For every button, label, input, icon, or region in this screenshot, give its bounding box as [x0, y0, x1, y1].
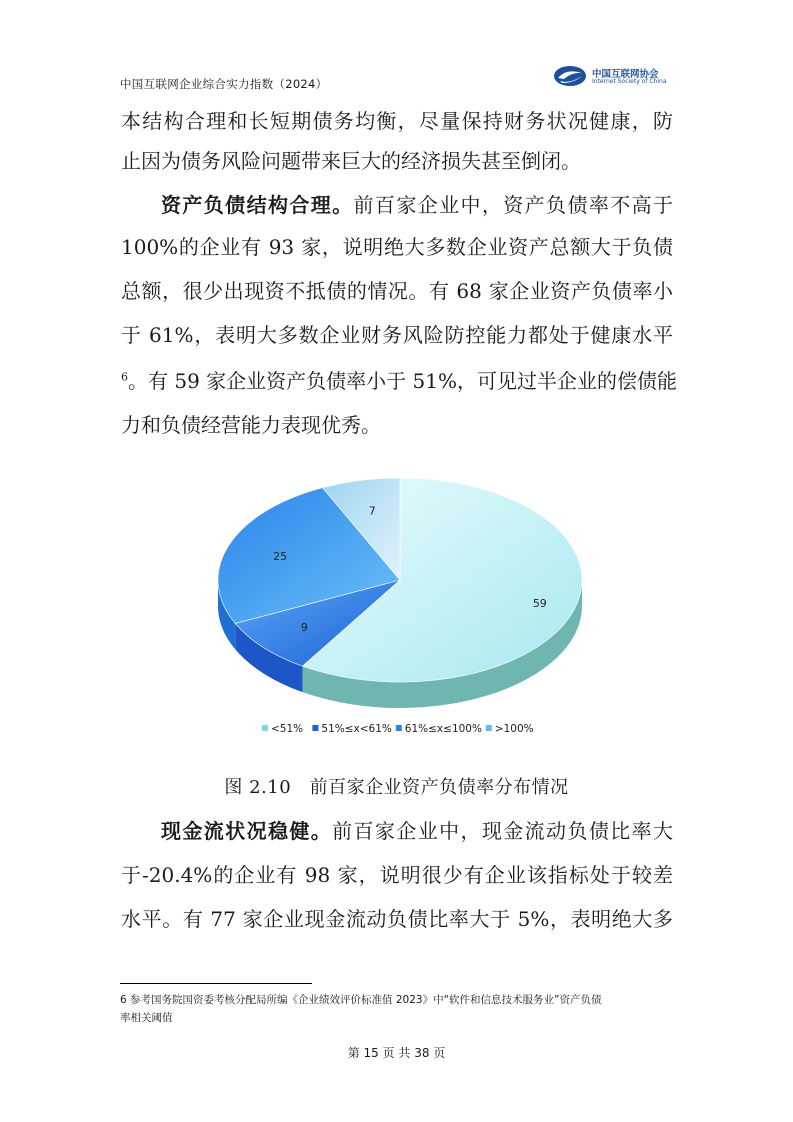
- footnote-line: 率相关阈值: [120, 1012, 173, 1024]
- pie-chart-svg: [200, 470, 600, 750]
- page-number: 第 15 页 共 38 页: [347, 1046, 446, 1060]
- paragraph-heading: 资产负债结构合理。: [161, 193, 354, 217]
- body-line: [161, 190, 673, 220]
- body-text: 前百家企业中，现金流动负债比率大: [332, 819, 674, 843]
- pie-data-label: 7: [368, 504, 376, 518]
- logo-text-cn: 中国互联网协会: [592, 69, 659, 80]
- body-line: 水平。有 77 家企业现金流动负债比率大于 5%，表明绝大多: [121, 907, 673, 931]
- isc-logo: [552, 64, 672, 88]
- body-line: 力和负债经营能力表现优秀。: [121, 413, 381, 437]
- figure-caption: 图 2.10 前百家企业资产负债率分布情况: [224, 777, 569, 798]
- body-line: [121, 366, 677, 396]
- logo-text-en: Internet Society of China: [592, 78, 667, 85]
- isc-logo-icon: [552, 64, 588, 88]
- legend-label: >100%: [494, 723, 534, 735]
- legend-label: 51%≤x<61%: [321, 723, 392, 735]
- body-line: 100%的企业有 93 家，说明绝大多数企业资产总额大于负债: [121, 235, 673, 259]
- legend-item: [396, 723, 482, 735]
- debt-ratio-pie-chart: [200, 470, 600, 750]
- legend-swatch: [312, 725, 318, 731]
- paragraph-heading: 现金流状况稳健。: [161, 819, 333, 843]
- body-text: 。有 59 家企业资产负债率小于 51%，可见过半企业的偿债能: [128, 369, 677, 393]
- footnote-line: 6 参考国务院国资委考核分配局所编《企业绩效评价标准值 2023》中“软件和信息技术服务业”资产负债: [120, 994, 602, 1006]
- footnote-ref: 6: [121, 370, 128, 384]
- pie-data-label: 25: [273, 549, 288, 563]
- pie-data-label: 9: [300, 621, 308, 635]
- legend-item: [262, 723, 303, 735]
- body-line: 于 61%，表明大多数企业财务风险防控能力都处于健康水平: [121, 323, 673, 347]
- body-text: 前百家企业中，资产负债率不高于: [353, 193, 674, 217]
- running-header: 中国互联网企业综合实力指数（2024）: [120, 77, 328, 91]
- legend-swatch: [486, 725, 492, 731]
- legend-swatch: [262, 725, 268, 731]
- legend-swatch: [396, 725, 402, 731]
- footnote-divider: [120, 983, 312, 984]
- pie-data-label: 59: [532, 596, 547, 610]
- body-line: 止因为债务风险问题带来巨大的经济损失甚至倒闭。: [121, 149, 581, 173]
- body-line: 本结构合理和长短期债务均衡，尽量保持财务状况健康，防: [121, 109, 673, 133]
- body-line: 总额，很少出现资不抵债的情况。有 68 家企业资产负债率小: [121, 279, 673, 303]
- body-line: 于-20.4%的企业有 98 家，说明很少有企业该指标处于较差: [121, 863, 673, 887]
- legend-item: [312, 723, 392, 735]
- legend-item: [486, 723, 534, 735]
- body-line: [161, 816, 673, 846]
- legend-label: 61%≤x≤100%: [404, 723, 482, 735]
- legend-label: <51%: [271, 723, 304, 735]
